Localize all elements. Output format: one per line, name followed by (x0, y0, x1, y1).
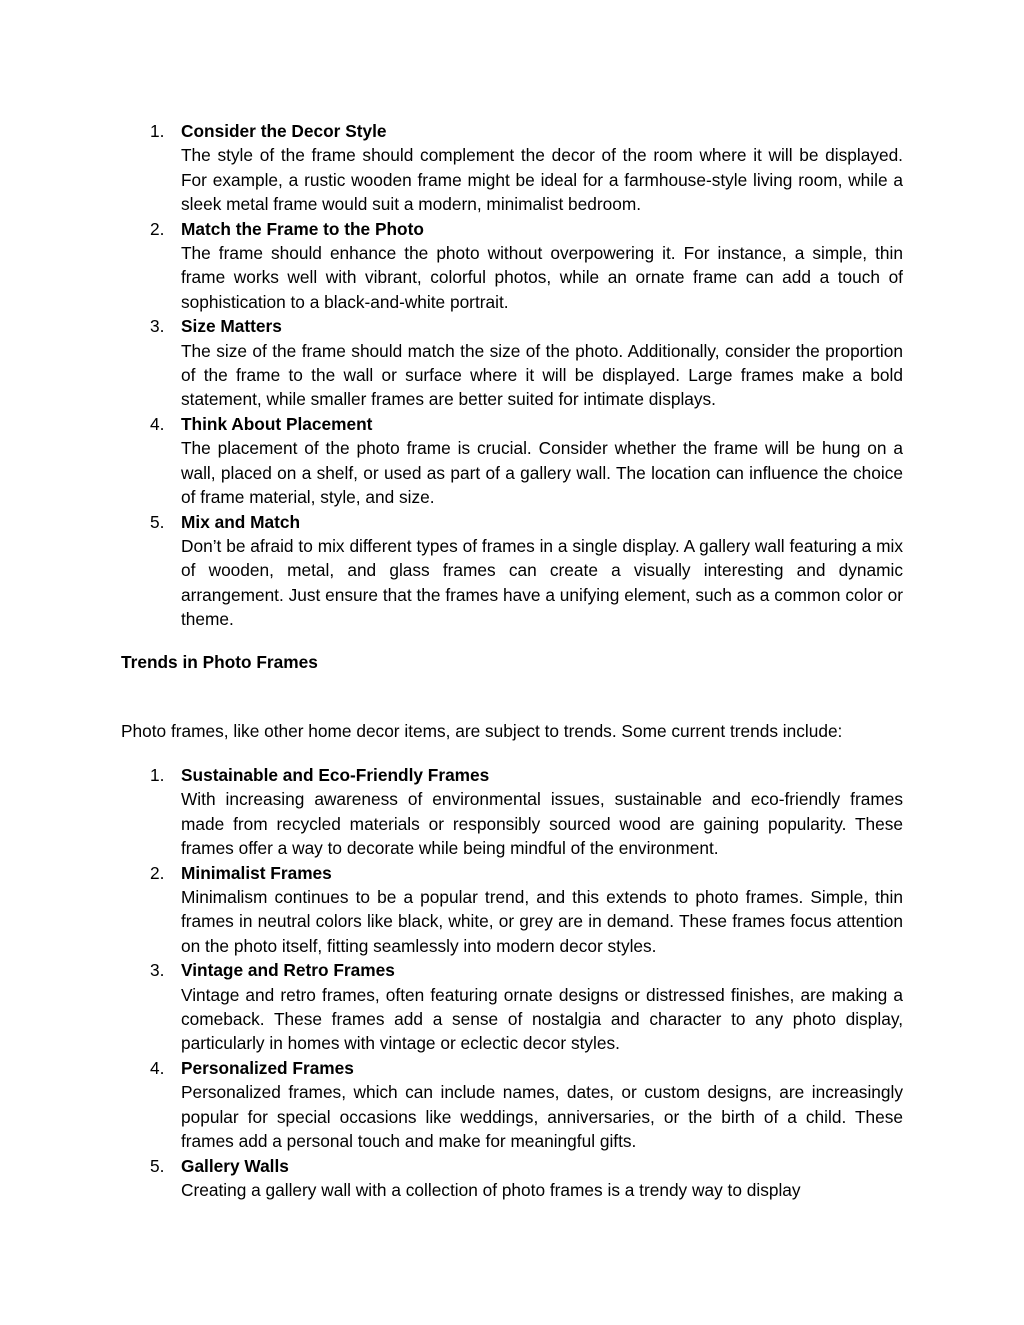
list-item-body: Personalized frames, which can include names, dates, or custom designs, are increasingly popular for special occasions like weddings, anniversaries, or the birth of a child. These frames add a personal touch and make for meaningful gifts. (181, 1082, 903, 1152)
list-number: 3. (150, 960, 165, 981)
list-item-body: With increasing awareness of environmental issues, sustainable and eco-friendly frames made from recycled materials or responsibly sourced wood are gaining popularity. These frames offer a way to decorate while being mindful of the environment. (181, 789, 903, 859)
list-item-body: Minimalism continues to be a popular trend, and this extends to photo frames. Simple, thin frames in neutral colors like black, white, or grey are in demand. These frames focus attention on the photo itself, fitting seamlessly into modern decor styles. (181, 887, 903, 956)
list-item-title: Sustainable and Eco-Friendly Frames (181, 765, 490, 785)
decor-tips-list (150, 119, 903, 632)
list-item-body: Vintage and retro frames, often featuring ornate designs or distressed finishes, are making a comeback. These frames add a sense of nostalgia and character to any photo display, particularly in homes with vintage or eclectic decor styles. (181, 984, 903, 1054)
list-item-body: The frame should enhance the photo without overpowering it. For instance, a simple, thin frame works well with vibrant, colorful photos, while an ornate frame can add a touch of sophistication to a black-and-white portrait. (181, 243, 903, 312)
list-item-title: Vintage and Retro Frames (181, 960, 395, 981)
list-item (150, 119, 903, 217)
list-number: 4. (150, 1057, 165, 1078)
section-heading: Trends in Photo Frames (121, 652, 318, 672)
list-item-title: Think About Placement (181, 413, 373, 434)
list-item-title: Gallery Walls (181, 1155, 289, 1176)
list-item-body: The placement of the photo frame is crucial. Consider whether the frame will be hung on a wall, placed on a shelf, or used as part of a gallery wall. The location can influence the choice of frame material, style, and size. (181, 438, 903, 508)
list-item-body: The size of the frame should match the size of the photo. Additionally, consider the proportion of the frame to the wall or surface where it will be displayed. Large frames make a bold statement, while smaller frames are better suited for intimate displays. (181, 340, 903, 410)
list-item-title: Mix and Match (181, 511, 301, 532)
list-item (150, 1154, 903, 1203)
list-item-body: Creating a gallery wall with a collection of photo frames is a trendy way to display (181, 1179, 801, 1200)
list-number: 5. (150, 511, 165, 532)
list-item-title: Consider the Decor Style (181, 121, 387, 141)
list-item-body: Don’t be afraid to mix different types of frames in a single display. A gallery wall featuring a mix of wooden, metal, and glass frames can create a visually interesting and dynamic arrangement. Just ensure that the frames have a unifying element, such as a common color or theme. (181, 535, 903, 630)
list-item (150, 861, 903, 959)
list-number: 1. (150, 765, 165, 785)
list-number: 4. (150, 413, 165, 434)
list-number: 3. (150, 316, 165, 337)
list-item (150, 412, 903, 510)
list-item (150, 763, 903, 861)
list-item-title: Match the Frame to the Photo (181, 218, 424, 239)
list-item (150, 217, 903, 315)
list-item (150, 510, 903, 632)
list-number: 2. (150, 218, 165, 239)
list-number: 5. (150, 1155, 165, 1176)
list-item (150, 314, 903, 412)
list-item-title: Minimalist Frames (181, 862, 332, 883)
list-item-body: The style of the frame should complement the decor of the room where it will be displayed. For example, a rustic wooden frame might be ideal for a farmhouse-style living room, while a sleek metal frame would suit a modern, minimalist bedroom. (181, 145, 903, 215)
list-item-title: Size Matters (181, 316, 282, 337)
list-number: 1. (150, 121, 165, 141)
list-number: 2. (150, 862, 165, 883)
list-item (150, 1056, 903, 1154)
list-item (150, 958, 903, 1056)
section-intro: Photo frames, like other home decor items, are subject to trends. Some current trends include: (121, 721, 843, 741)
trends-list (150, 763, 903, 1202)
list-item-title: Personalized Frames (181, 1057, 354, 1078)
